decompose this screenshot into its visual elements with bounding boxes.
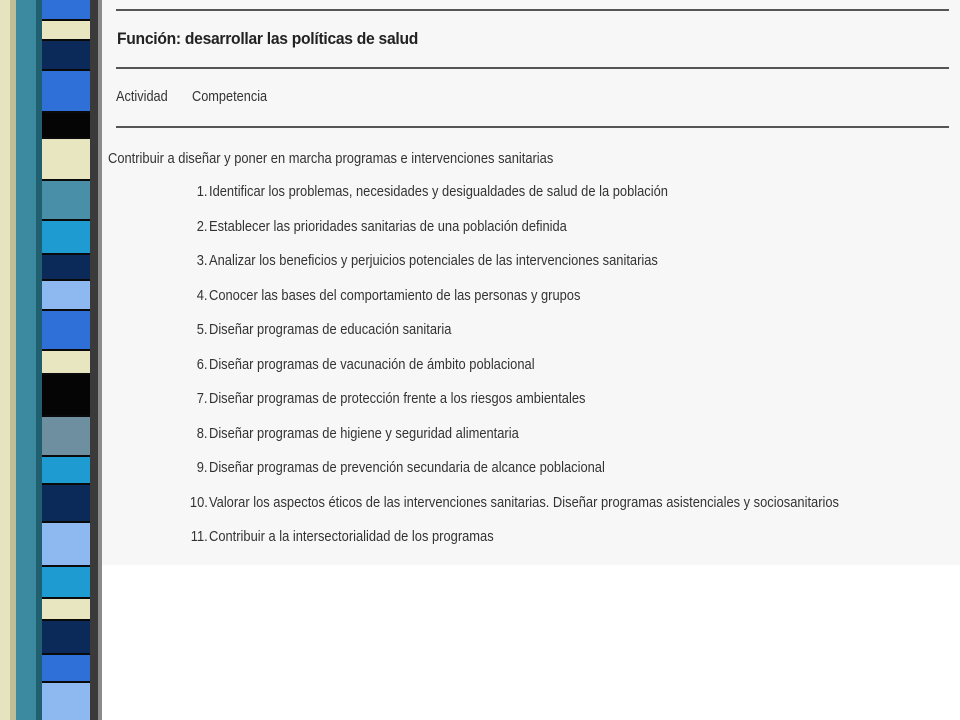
item-number: 4.	[197, 286, 208, 304]
item-number: 5.	[197, 321, 208, 338]
header-activity: Actividad	[116, 88, 168, 105]
item-number: 8.	[197, 424, 208, 442]
scanned-table-image	[102, 0, 960, 565]
item-text: Analizar los beneficios y perjuicios potenciales de las intervenciones sanitarias	[209, 252, 658, 269]
item-text: Contribuir a la intersectorialidad de los programas	[209, 528, 494, 545]
top-rule	[116, 9, 949, 11]
item-number: 1.	[197, 183, 208, 200]
item-text: Valorar los aspectos éticos de las intervenciones sanitarias. Diseñar programas asistenciales y sociosanitarios	[209, 493, 840, 511]
item-number: 11.	[191, 528, 208, 545]
item-text: Diseñar programas de protección frente a los riesgos ambientales	[209, 390, 586, 407]
item-number: 10.	[190, 493, 208, 511]
function-title: Función: desarrollar las políticas de salud	[117, 29, 419, 48]
item-text: Diseñar programas de vacunación de ámbito poblacional	[209, 355, 535, 373]
header-rule	[116, 126, 949, 128]
item-text: Diseñar programas de educación sanitaria	[209, 321, 452, 338]
item-number: 7.	[197, 390, 208, 407]
item-text: Diseñar programas de prevención secundaria de alcance poblacional	[209, 459, 605, 476]
item-text: Conocer las bases del comportamiento de las personas y grupos	[209, 286, 581, 304]
item-number: 9.	[197, 459, 208, 476]
item-text: Establecer las prioridades sanitarias de una población definida	[209, 217, 567, 235]
border-pattern-graphic	[0, 0, 108, 720]
title-rule	[116, 67, 949, 69]
header-competence: Competencia	[192, 88, 268, 105]
item-number: 6.	[197, 355, 208, 373]
item-number: 2.	[197, 217, 208, 235]
activity-text: Contribuir a diseñar y poner en marcha programas e intervenciones sanitarias	[108, 150, 554, 167]
item-number: 3.	[197, 252, 208, 269]
item-text: Diseñar programas de higiene y seguridad alimentaria	[209, 424, 519, 442]
item-text: Identificar los problemas, necesidades y desigualdades de salud de la población	[209, 183, 668, 200]
decorative-left-border	[0, 0, 108, 720]
